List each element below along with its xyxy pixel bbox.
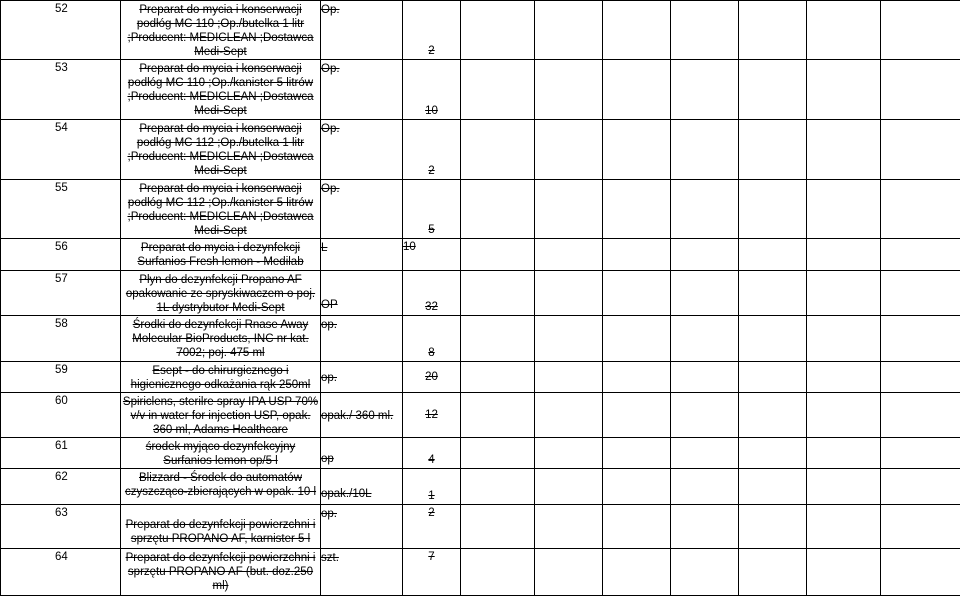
quantity: 4 — [403, 438, 461, 469]
row-number: 62 — [1, 469, 121, 505]
product-name: Preparat do mycia i konserwacji podłóg MC 112 ;Op./kanister 5 litrów ;Producent: MEDICLEAN ;Dostawca Medi-Sept — [121, 180, 321, 239]
row-number: 61 — [1, 438, 121, 469]
quantity: 2 — [403, 1, 461, 60]
row-number: 59 — [1, 362, 121, 393]
quantity: 12 — [403, 393, 461, 438]
row-number: 55 — [1, 180, 121, 239]
product-name: Preparat do mycia i dezynfekcji Surfanios Fresh lemon - Medilab — [121, 239, 321, 271]
quantity: 1 — [403, 469, 461, 505]
quantity: 10 — [403, 60, 461, 120]
row-number: 54 — [1, 120, 121, 180]
unit: L — [321, 239, 403, 271]
unit: op — [321, 438, 403, 469]
product-name: Blizzard - Środek do automatów czyszcząco-zbierających w opak. 10 l — [121, 469, 321, 505]
product-name: Preparat do mycia i konserwacji podłóg MC 110 ;Op./kanister 5 litrów ;Producent: MEDICLEAN ;Dostawca Medi-Sept — [121, 60, 321, 120]
quantity: 5 — [403, 180, 461, 239]
product-name: Środki do dezynfekcji Rnase Away Molecular BioProducts, INC nr kat. 7002; poj. 475 ml — [121, 316, 321, 362]
row-number: 64 — [1, 549, 121, 596]
unit: Op. — [321, 180, 403, 239]
table-row — [1, 60, 960, 120]
table-row — [1, 438, 960, 469]
row-number: 53 — [1, 60, 121, 120]
table-row — [1, 180, 960, 239]
table-row — [1, 393, 960, 438]
table-row — [1, 239, 960, 271]
quantity: 10 — [403, 239, 461, 271]
quantity: 20 — [403, 362, 461, 393]
table-row — [1, 120, 960, 180]
table-row — [1, 271, 960, 316]
table-row — [1, 549, 960, 596]
unit: op. — [321, 316, 403, 362]
unit: Op. — [321, 60, 403, 120]
product-name: Preparat do dezynfekcji powierzchni i sprzętu PROPANO AF, karnister 5 l — [121, 505, 321, 549]
table-row — [1, 505, 960, 549]
unit: opak./10L — [321, 469, 403, 505]
unit: op. — [321, 505, 403, 549]
product-name: Preparat do mycia i konserwacji podłóg MC 112 ;Op./butelka 1 litr ;Producent: MEDICLEAN ;Dostawca Medi-Sept — [121, 120, 321, 180]
product-name: Preparat do mycia i konserwacji podłóg MC 110 ;Op./butelka 1 litr ;Producent: MEDICLEAN ;Dostawca Medi-Sept — [121, 1, 321, 60]
table-row — [1, 469, 960, 505]
unit: op. — [321, 362, 403, 393]
product-name: Płyn do dezynfekcji Propano AF opakowanie ze spryskiwaczem o poj. 1L dystrybutor Medi-Sept — [121, 271, 321, 316]
quantity: 2 — [403, 120, 461, 180]
product-name: środek myjąco dezynfekcyjny Surfanios lemon op/5 l — [121, 438, 321, 469]
quantity: 7 — [403, 549, 461, 596]
row-number: 57 — [1, 271, 121, 316]
row-number: 58 — [1, 316, 121, 362]
quantity: 32 — [403, 271, 461, 316]
row-number: 52 — [1, 1, 121, 60]
product-name: Esept - do chirurgicznego i higienicznego odkażania rąk 250ml — [121, 362, 321, 393]
product-name: Preparat do dezynfekcji powierzchni i sprzętu PROPANO AF (but. doz.250 ml) — [121, 549, 321, 596]
product-name: Spiriclens, sterilre spray IPA USP 70% v/v in water for injection USP, opak. 360 ml, Adams Healthcare — [121, 393, 321, 438]
table-row — [1, 362, 960, 393]
row-number: 63 — [1, 505, 121, 549]
table-row — [1, 316, 960, 362]
row-number: 60 — [1, 393, 121, 438]
quantity: 2 — [403, 505, 461, 549]
unit: OP — [321, 271, 403, 316]
unit: Op. — [321, 1, 403, 60]
row-number: 56 — [1, 239, 121, 271]
quantity: 8 — [403, 316, 461, 362]
table-row — [1, 1, 960, 60]
unit: Op. — [321, 120, 403, 180]
unit: opak./ 360 ml. — [321, 393, 403, 438]
unit: szt. — [321, 549, 403, 596]
